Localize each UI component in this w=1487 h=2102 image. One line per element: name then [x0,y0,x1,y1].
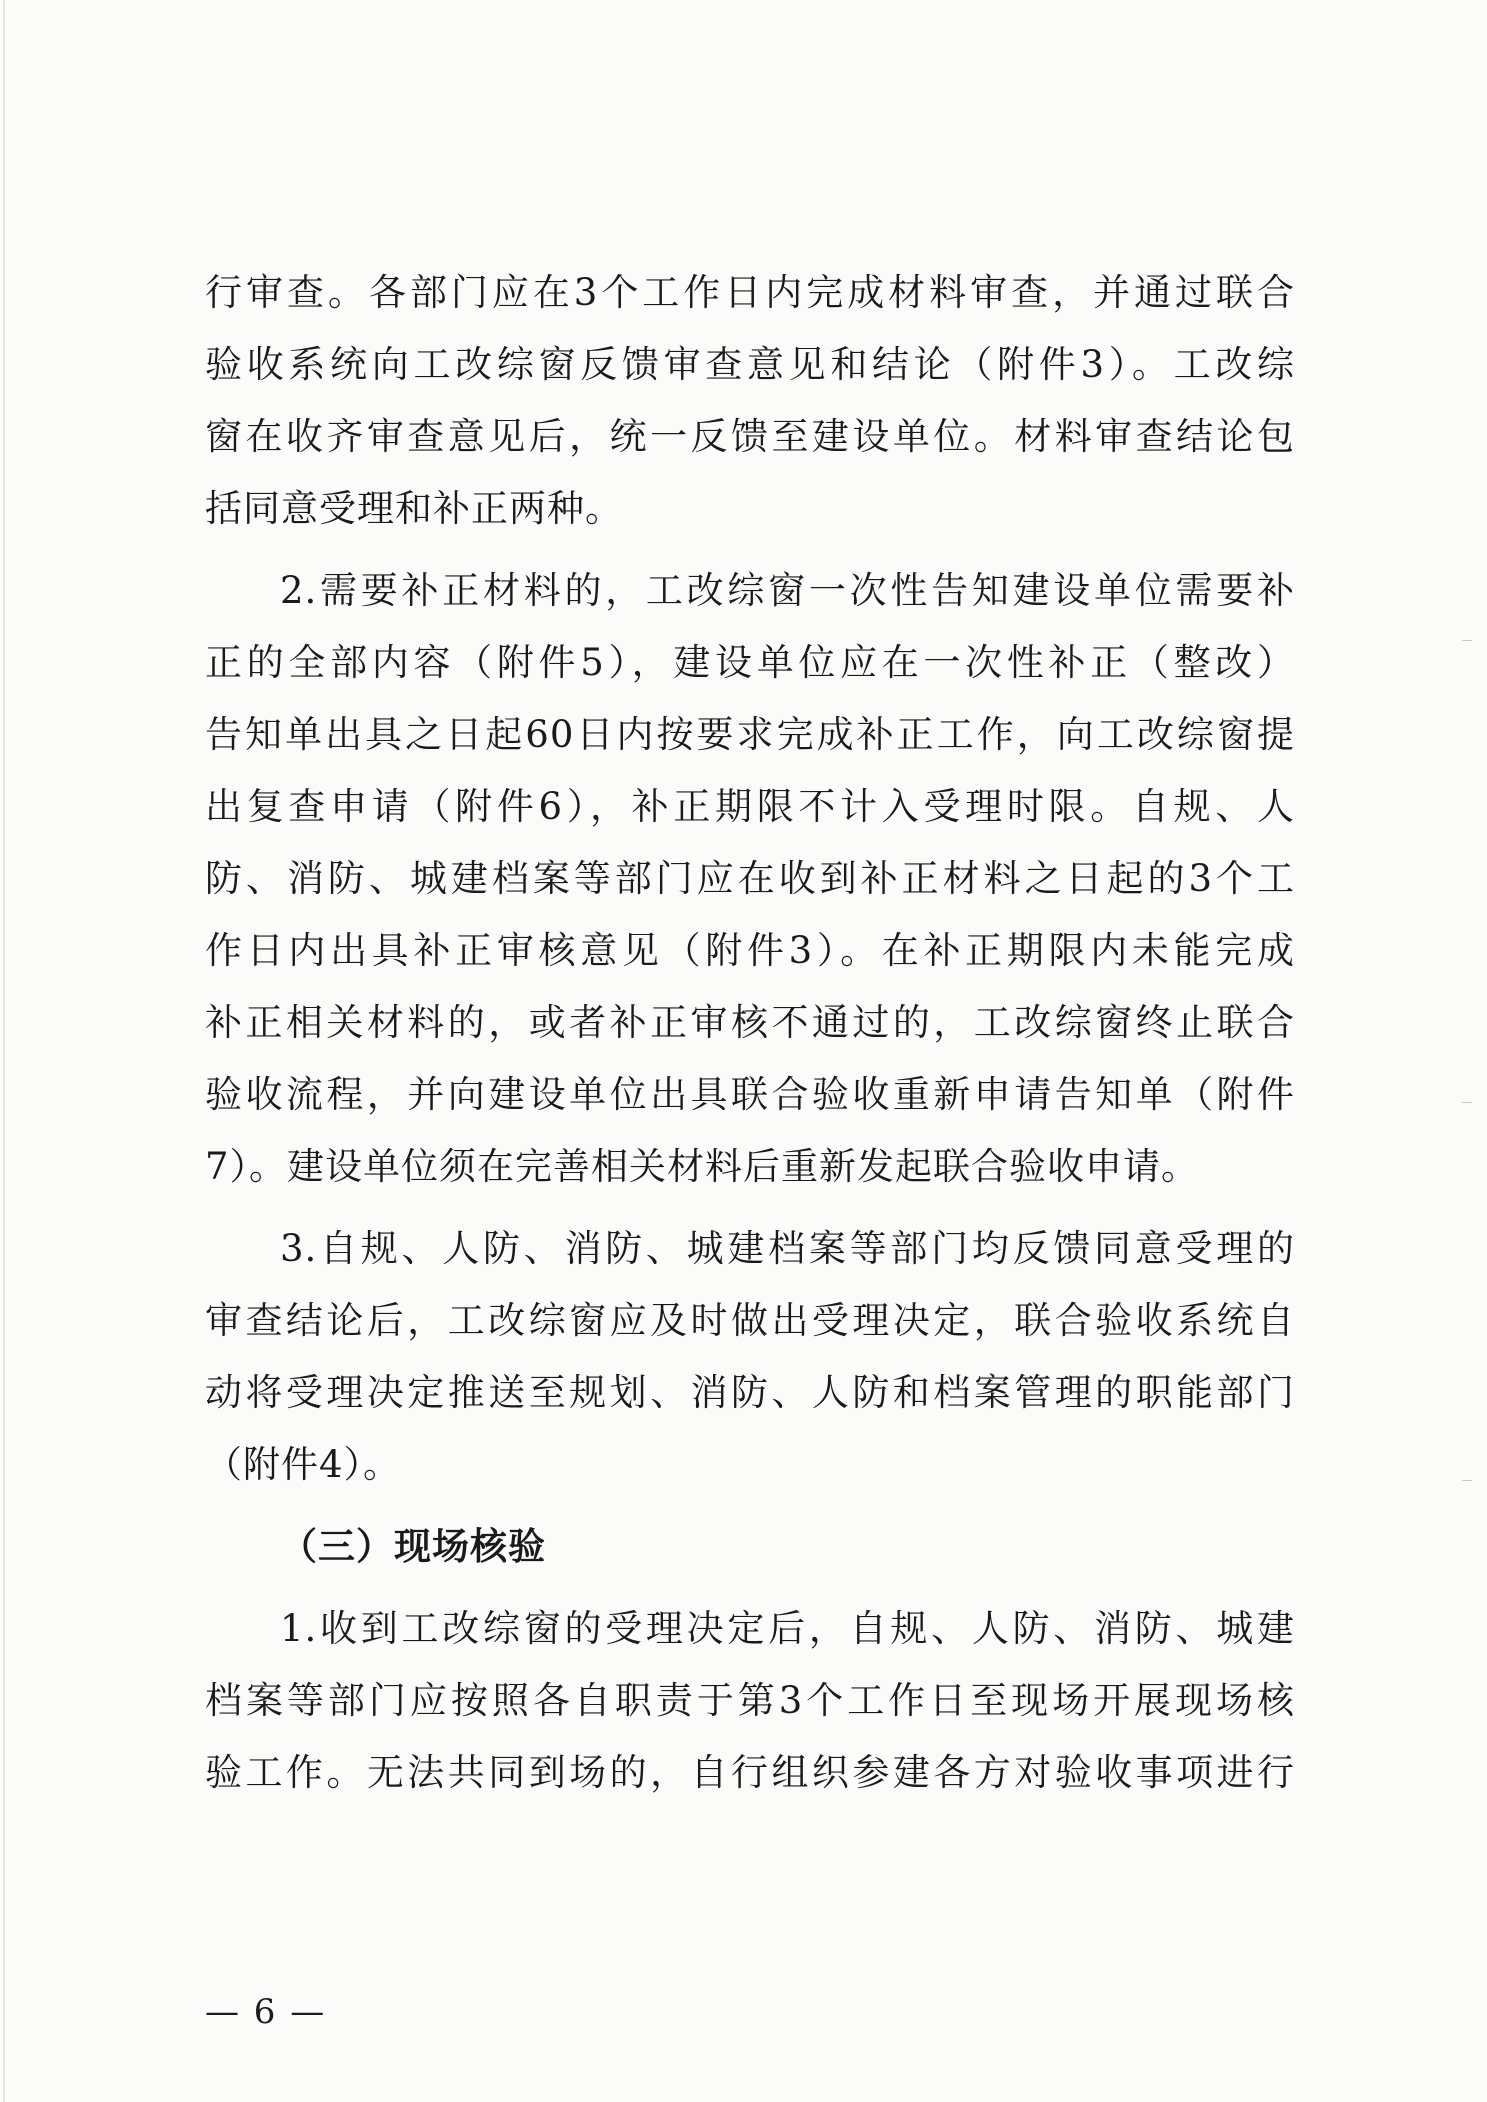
paragraph-line: 验收系统向工改综窗反馈审查意见和结论（附件3）。工改综 [205,343,1295,386]
paragraph-line: 窗在收齐审查意见后，统一反馈至建设单位。材料审查结论包 [205,415,1295,458]
paragraph-line: 验工作。无法共同到场的，自行组织参建各方对验收事项进行 [205,1751,1295,1794]
paragraph-line: 动将受理决定推送至规划、消防、人防和档案管理的职能部门 [205,1371,1295,1414]
section-heading: （三）现场核验 [280,1525,546,1568]
paragraph-line: 7）。建设单位须在完善相关材料后重新发起联合验收申请。 [205,1145,1200,1188]
paragraph-line: 出复查申请（附件6），补正期限不计入受理时限。自规、人 [205,785,1295,828]
paragraph-line: 验收流程，并向建设单位出具联合验收重新申请告知单（附件 [205,1073,1295,1116]
paragraph-line: 补正相关材料的，或者补正审核不通过的，工改综窗终止联合 [205,1001,1295,1044]
paragraph-line: 括同意受理和补正两种。 [205,487,623,530]
paragraph-line: 3.自规、人防、消防、城建档案等部门均反馈同意受理的 [280,1227,1295,1270]
paragraph-line: 行审查。各部门应在3个工作日内完成材料审查，并通过联合 [205,271,1295,314]
scan-mark [1462,1480,1472,1481]
scan-mark [1462,1102,1472,1103]
paragraph-line: 作日内出具补正审核意见（附件3）。在补正期限内未能完成 [205,929,1295,972]
paragraph-line: 正的全部内容（附件5），建设单位应在一次性补正（整改） [205,641,1295,684]
scan-page-edge [3,0,5,2102]
paragraph-line: 防、消防、城建档案等部门应在收到补正材料之日起的3个工 [205,857,1295,900]
paragraph-line: 2.需要补正材料的，工改综窗一次性告知建设单位需要补 [280,569,1295,612]
page-number: — 6 — [205,1992,327,2032]
scan-mark [1462,640,1472,641]
paragraph-line: （附件4）。 [205,1443,402,1486]
paragraph-line: 告知单出具之日起60日内按要求完成补正工作，向工改综窗提 [205,713,1295,756]
paragraph-line: 1.收到工改综窗的受理决定后，自规、人防、消防、城建 [280,1607,1295,1650]
paragraph-line: 档案等部门应按照各自职责于第3个工作日至现场开展现场核 [205,1679,1295,1722]
paragraph-line: 审查结论后，工改综窗应及时做出受理决定，联合验收系统自 [205,1299,1295,1342]
